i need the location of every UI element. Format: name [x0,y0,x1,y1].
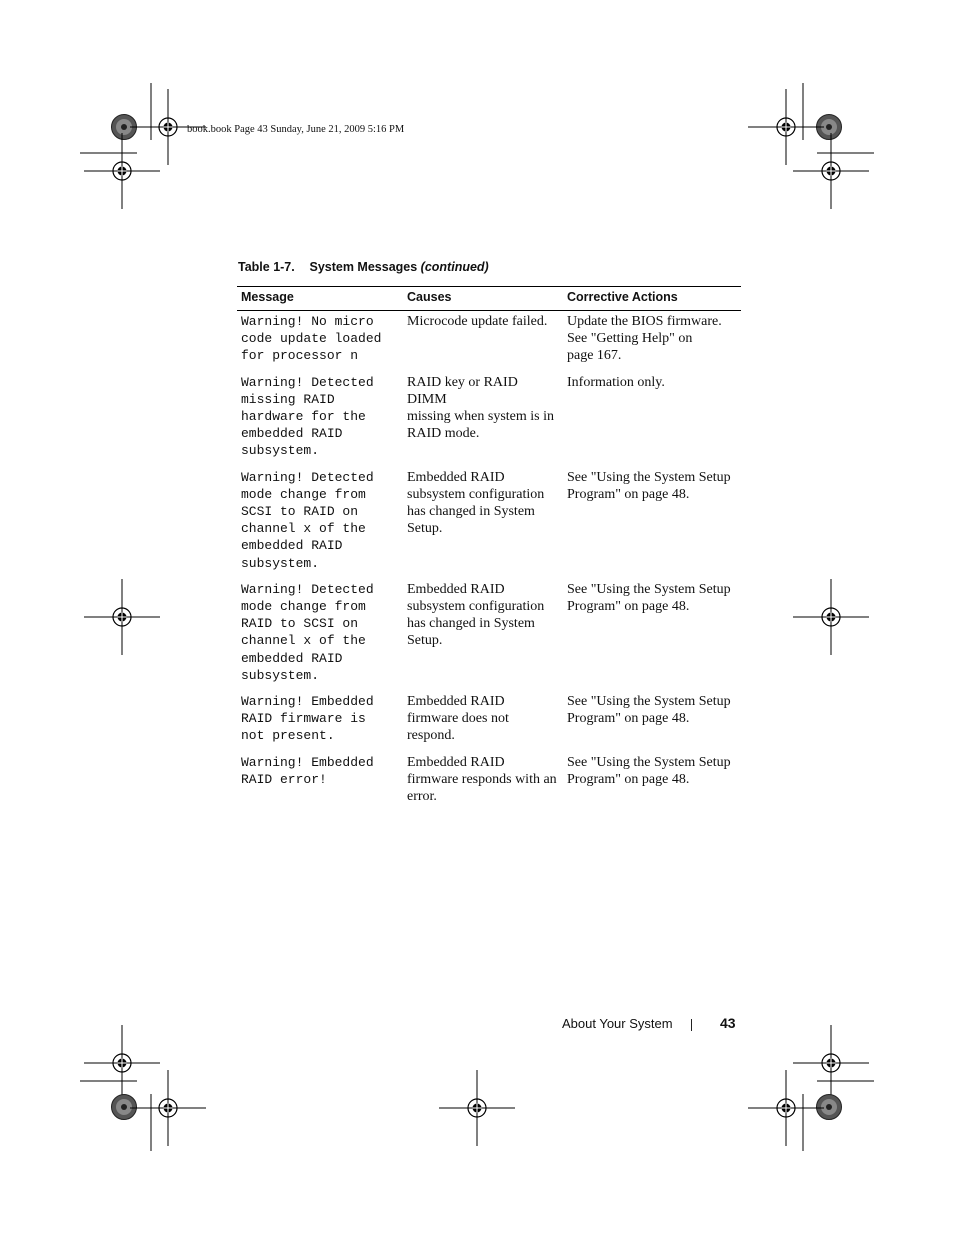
registration-star-icon [817,1095,842,1120]
action-cell: See "Using the System Setup Program" on page 48. [567,694,731,727]
registration-target-icon [84,1025,160,1101]
footer-separator [691,1019,692,1031]
action-cell: See "Using the System Setup Program" on page 48. [567,581,731,615]
registration-target-icon [793,1025,869,1101]
cause-cell: Microcode update failed. [407,314,548,329]
table-row [237,745,741,806]
registration-target-icon [748,1070,824,1146]
message-cell: Warning! Detected mode change from SCSI to RAID on channel x of the embedded RAID subsystem. [241,469,374,571]
table-row [237,460,741,572]
system-messages-table [237,286,741,805]
column-header-causes: Causes [403,287,563,311]
registration-target-icon [439,1070,515,1146]
table-row [237,365,741,460]
action-cell: Update the BIOS firmware. See "Getting Help" on page 167. [567,314,722,364]
cause-cell: RAID key or RAID DIMM missing when system is in RAID mode. [407,374,555,442]
message-cell: Warning! Detected mode change from RAID to SCSI on channel x of the embedded RAID subsystem. [241,581,374,683]
cause-cell: Embedded RAID firmware responds with an error. [407,754,557,805]
registration-target-icon [130,1070,206,1146]
registration-target-icon [84,579,160,655]
message-cell: Warning! Embedded RAID error! [241,754,374,787]
page-number: 43 [720,1015,736,1031]
table-row [237,684,741,745]
table-header-row [237,287,741,311]
registration-target-icon [748,89,824,165]
column-header-message: Message [237,287,403,311]
column-header-corrective-actions: Corrective Actions [563,287,741,311]
footer-section-title: About Your System [562,1016,673,1031]
cause-cell: Embedded RAID firmware does not respond. [407,694,509,744]
registration-target-icon [793,579,869,655]
table-title: System Messages [309,260,418,274]
table-row [237,572,741,684]
message-cell: Warning! Detected missing RAID hardware for the embedded RAID subsystem. [241,374,374,459]
registration-target-icon [793,133,869,209]
action-cell: Information only. [567,374,665,390]
message-cell: Warning! Embedded RAID firmware is not present. [241,694,374,744]
registration-target-icon [84,133,160,209]
table-caption [238,260,489,274]
action-cell: See "Using the System Setup Program" on page 48. [567,469,731,502]
table-row [237,311,741,365]
print-header-info: book.book Page 43 Sunday, June 21, 2009 5:16 PM [187,124,405,135]
message-cell: Warning! No micro code update loaded for processor n [241,314,382,364]
action-cell: See "Using the System Setup Program" on page 48. [567,754,731,787]
cause-cell: Embedded RAID subsystem configuration has changed in System Setup. [407,581,545,649]
table-continued: (continued) [420,260,489,274]
table-number: Table 1-7. [238,260,295,274]
registration-star-icon [112,1095,137,1120]
cause-cell: Embedded RAID subsystem configuration has changed in System Setup. [407,469,545,537]
